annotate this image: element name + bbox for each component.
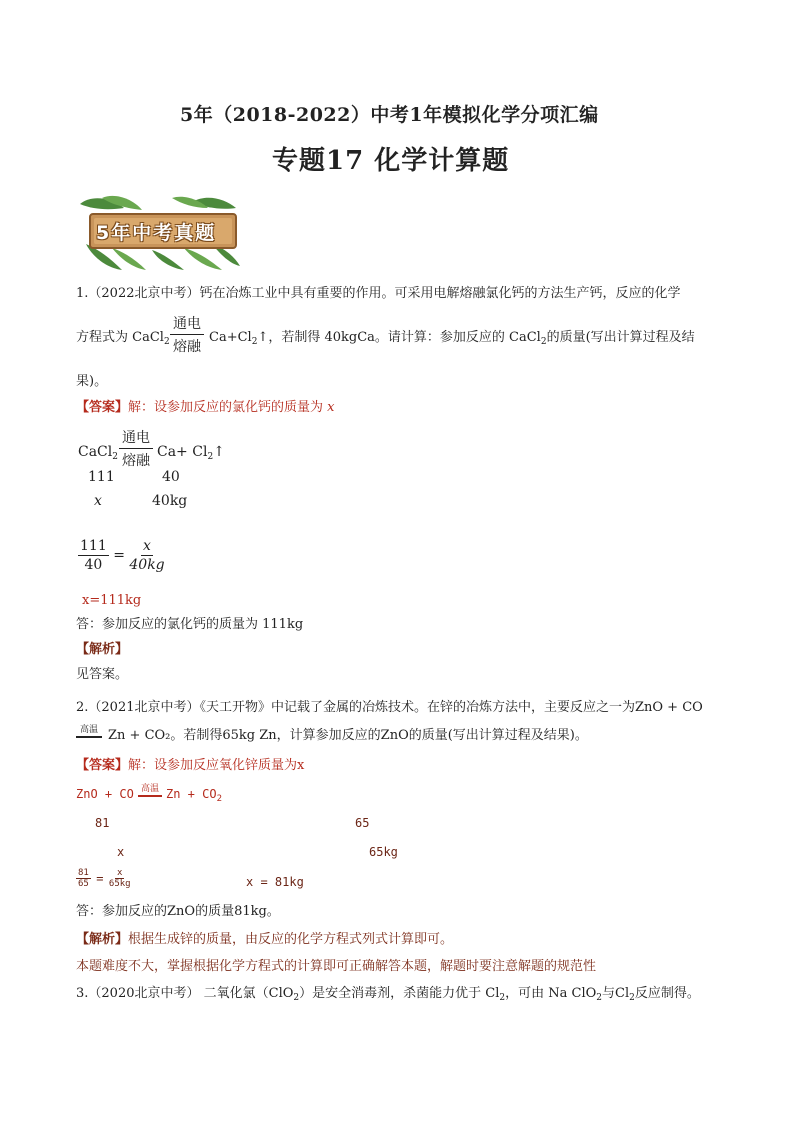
- topic-title: 专题17 化学计算题: [272, 146, 510, 176]
- q2-line1: 2.（2021北京中考）《天工开物》中记载了金属的冶炼技术。在锌的冶炼方法中，主要反应之一为ZnO + CO: [76, 700, 703, 715]
- analysis-tag: 【解析】: [76, 932, 129, 947]
- q1-equation-condition: 通电 熔融: [119, 427, 153, 470]
- q2-equation-left: ZnO + CO: [76, 787, 134, 801]
- q2-var2: 65kg: [369, 845, 398, 859]
- q1-line1: 1.（2022北京中考）钙在冶炼工业中具有重要的作用。可采用电解熔融氯化钙的方法生产钙，反应的化学: [76, 286, 681, 301]
- series-title: 5年（2018-2022）中考1年模拟化学分项汇编: [180, 104, 599, 126]
- q2-analysis: 【解析】根据生成锌的质量，由反应的化学方程式列式计算即可。: [76, 932, 454, 947]
- q1-equation-left: CaCl$_2$: [78, 444, 118, 462]
- q2-mass2: 65: [355, 816, 370, 830]
- q1-equation-right: $Ca+ Cl_2↑$: [157, 444, 225, 462]
- q2-line2: Zn + CO₂。若制得65kg Zn，计算参加反应的ZnO的质量(写出计算过程及结果)。: [108, 728, 588, 743]
- q2-proportion: $\frac{81}{65}$ = $\frac{x}{65kg}$: [78, 868, 131, 889]
- answer-tag: 【答案】: [76, 758, 129, 773]
- q1-mass1: 111: [88, 469, 115, 485]
- q2-answer: 【答案】解：设参加反应氧化锌质量为x: [76, 758, 305, 773]
- q1-analysis-text: 见答案。: [76, 667, 129, 682]
- q1-line2-post: $Ca+Cl_2↑$，若制得 40kgCa。请计算：参加反应的 CaCl$_2$的质量(写出计算过程及结: [209, 330, 695, 347]
- q1-var1: x: [94, 493, 102, 509]
- q1-proportion: $\frac{111}{40}$ = $\frac{x}{40kg}$: [80, 538, 165, 573]
- q2-equation-right: $Zn + CO_2$: [166, 787, 222, 804]
- q1-var2: 40kg: [152, 493, 188, 509]
- q2-reaction-condition: 高温: [76, 722, 102, 739]
- q2-equation-condition: 高温: [138, 781, 162, 798]
- q1-conclusion: 答：参加反应的氯化钙的质量为 111kg: [76, 617, 304, 632]
- q1-analysis-tag: 【解析】: [76, 642, 129, 657]
- section-banner: [72, 194, 247, 272]
- q1-line2-pre: 方程式为 CaCl$_2$: [76, 330, 170, 347]
- q1-answer: 【答案】解：设参加反应的氯化钙的质量为 x: [76, 400, 335, 415]
- q1-line3: 果)。: [76, 374, 108, 389]
- q2-mass1: 81: [95, 816, 110, 830]
- q2-note: 本题难度不大，掌握根据化学方程式的计算即可正确解答本题，解题时要注意解题的规范性: [76, 959, 597, 974]
- q1-mass2: 40: [162, 469, 180, 485]
- q1-reaction-condition: 通电 熔融: [170, 313, 204, 356]
- q3-line1: 3.（2020北京中考） 二氧化氯（ClO$_2$）是安全消毒剂，杀菌能力优于 $Cl_2$，可由 Na ClO$_2$与$Cl_2$反应制得。: [76, 986, 700, 1003]
- q2-conclusion: 答：参加反应的ZnO的质量81kg。: [76, 904, 280, 919]
- answer-tag: 【答案】: [76, 400, 129, 415]
- q2-var1: x: [117, 845, 125, 859]
- banner-label: 5年中考真题: [96, 222, 217, 244]
- q2-result: x = 81kg: [246, 875, 304, 889]
- q1-result: x=111kg: [82, 593, 142, 608]
